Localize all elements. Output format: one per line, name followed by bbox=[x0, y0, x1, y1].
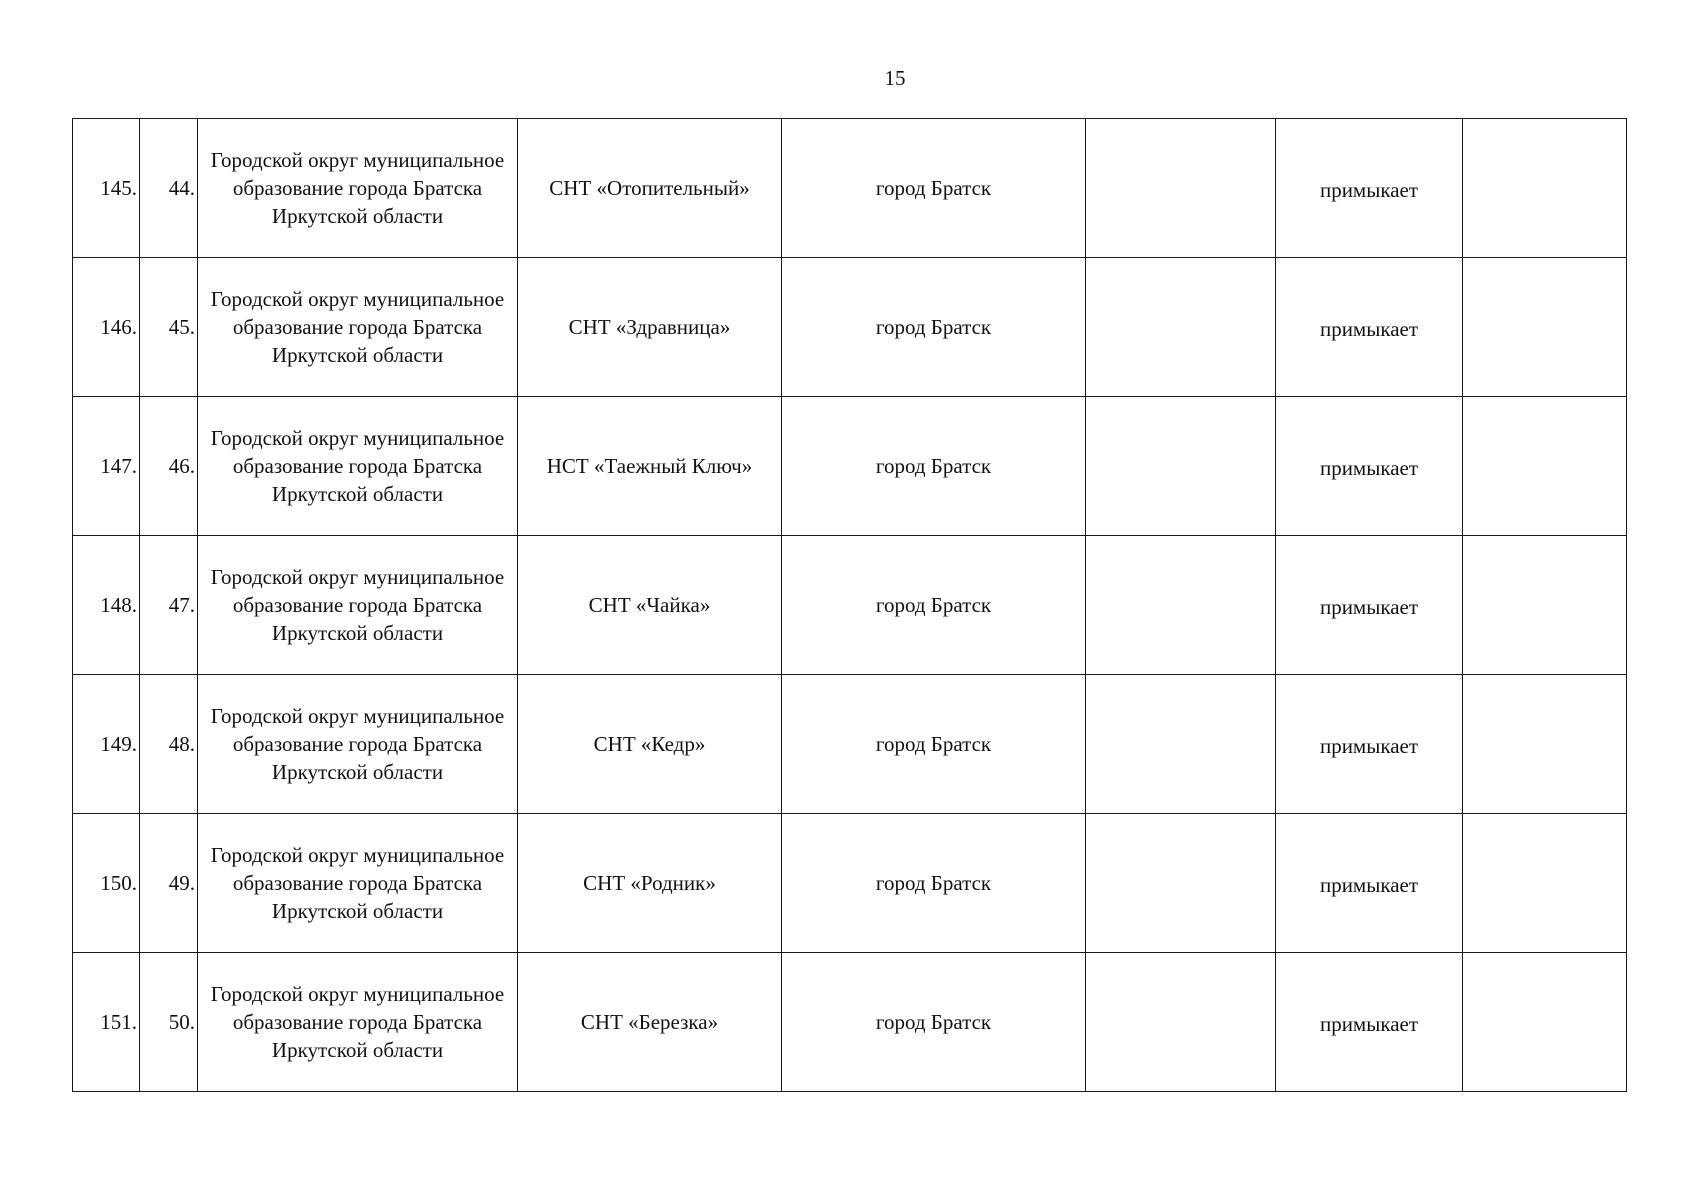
empty-cell bbox=[1463, 119, 1627, 258]
municipality-cell: Городской округ муниципальное образование города Братска Иркутской области bbox=[198, 953, 518, 1092]
empty-cell bbox=[1086, 814, 1276, 953]
settlement-cell: город Братск bbox=[782, 258, 1086, 397]
municipality-cell: Городской округ муниципальное образование города Братска Иркутской области bbox=[198, 119, 518, 258]
organization-cell: СНТ «Родник» bbox=[518, 814, 782, 953]
settlement-cell: город Братск bbox=[782, 536, 1086, 675]
relation-cell: примыкает bbox=[1276, 397, 1463, 536]
global-number-cell: 146. bbox=[73, 258, 140, 397]
empty-cell bbox=[1463, 397, 1627, 536]
table-row bbox=[73, 675, 1627, 814]
empty-cell bbox=[1086, 953, 1276, 1092]
global-number-cell: 151. bbox=[73, 953, 140, 1092]
empty-cell bbox=[1086, 397, 1276, 536]
empty-cell bbox=[1463, 953, 1627, 1092]
local-number-cell: 44. bbox=[140, 119, 198, 258]
empty-cell bbox=[1463, 814, 1627, 953]
empty-cell bbox=[1086, 258, 1276, 397]
page-number: 15 bbox=[884, 66, 906, 90]
organization-cell: НСТ «Таежный Ключ» bbox=[518, 397, 782, 536]
municipality-cell: Городской округ муниципальное образование города Братска Иркутской области bbox=[198, 814, 518, 953]
relation-cell: примыкает bbox=[1276, 536, 1463, 675]
empty-cell bbox=[1086, 119, 1276, 258]
municipality-cell: Городской округ муниципальное образование города Братска Иркутской области bbox=[198, 397, 518, 536]
table-row bbox=[73, 814, 1627, 953]
relation-cell: примыкает bbox=[1276, 119, 1463, 258]
settlement-cell: город Братск bbox=[782, 953, 1086, 1092]
table-row bbox=[73, 397, 1627, 536]
relation-cell: примыкает bbox=[1276, 258, 1463, 397]
settlement-cell: город Братск bbox=[782, 119, 1086, 258]
global-number-cell: 148. bbox=[73, 536, 140, 675]
settlement-cell: город Братск bbox=[782, 675, 1086, 814]
municipality-cell: Городской округ муниципальное образование города Братска Иркутской области bbox=[198, 536, 518, 675]
organization-cell: СНТ «Отопительный» bbox=[518, 119, 782, 258]
table-row bbox=[73, 536, 1627, 675]
relation-cell: примыкает bbox=[1276, 814, 1463, 953]
empty-cell bbox=[1086, 536, 1276, 675]
settlement-cell: город Братск bbox=[782, 397, 1086, 536]
organization-cell: СНТ «Березка» bbox=[518, 953, 782, 1092]
local-number-cell: 46. bbox=[140, 397, 198, 536]
local-number-cell: 49. bbox=[140, 814, 198, 953]
municipality-cell: Городской округ муниципальное образование города Братска Иркутской области bbox=[198, 258, 518, 397]
registry-table bbox=[72, 118, 1627, 1092]
global-number-cell: 147. bbox=[73, 397, 140, 536]
empty-cell bbox=[1463, 536, 1627, 675]
organization-cell: СНТ «Кедр» bbox=[518, 675, 782, 814]
organization-cell: СНТ «Здравница» bbox=[518, 258, 782, 397]
organization-cell: СНТ «Чайка» bbox=[518, 536, 782, 675]
local-number-cell: 48. bbox=[140, 675, 198, 814]
empty-cell bbox=[1086, 675, 1276, 814]
municipality-cell: Городской округ муниципальное образование города Братска Иркутской области bbox=[198, 675, 518, 814]
settlement-cell: город Братск bbox=[782, 814, 1086, 953]
local-number-cell: 47. bbox=[140, 536, 198, 675]
relation-cell: примыкает bbox=[1276, 953, 1463, 1092]
table-row bbox=[73, 119, 1627, 258]
global-number-cell: 149. bbox=[73, 675, 140, 814]
local-number-cell: 45. bbox=[140, 258, 198, 397]
table-row bbox=[73, 258, 1627, 397]
local-number-cell: 50. bbox=[140, 953, 198, 1092]
relation-cell: примыкает bbox=[1276, 675, 1463, 814]
table-body bbox=[73, 119, 1627, 1092]
global-number-cell: 145. bbox=[73, 119, 140, 258]
empty-cell bbox=[1463, 675, 1627, 814]
table-row bbox=[73, 953, 1627, 1092]
empty-cell bbox=[1463, 258, 1627, 397]
global-number-cell: 150. bbox=[73, 814, 140, 953]
